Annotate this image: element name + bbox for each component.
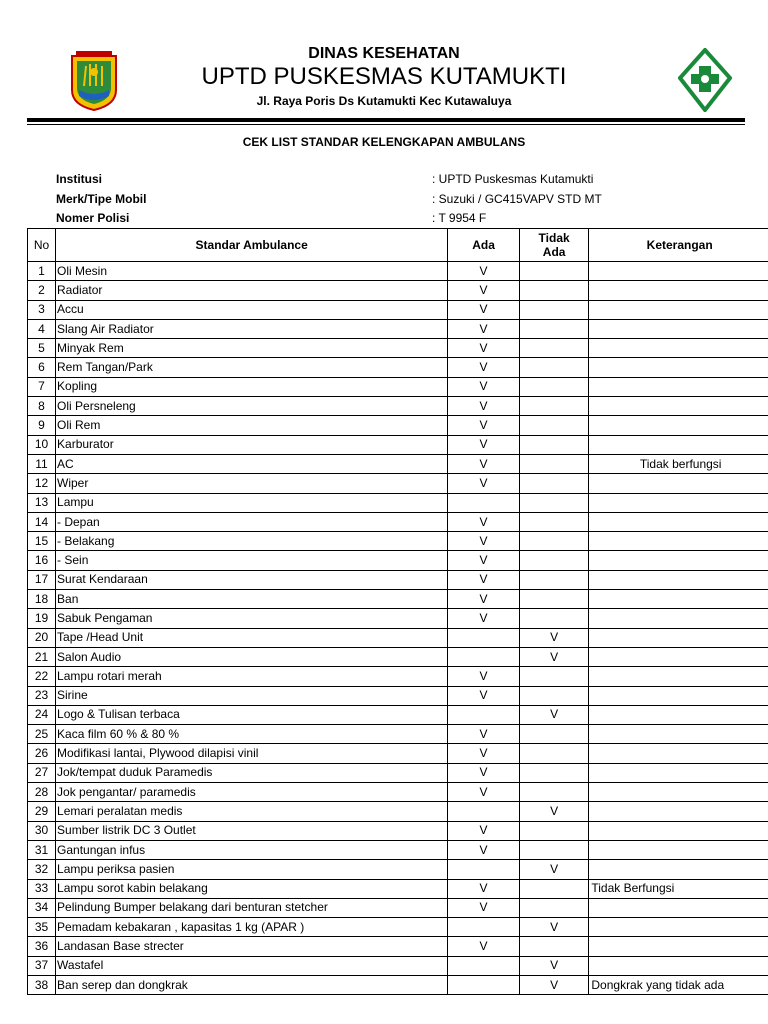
row-keterangan: [589, 686, 768, 705]
table-row: [28, 512, 768, 531]
row-tidak-ada-mark: [519, 281, 589, 300]
row-ada-mark: V: [448, 821, 520, 840]
table-row: [28, 705, 768, 724]
document-title: CEK LIST STANDAR KELENGKAPAN AMBULANS: [242, 135, 526, 149]
row-item: Salon Audio: [56, 647, 448, 666]
table-row: [28, 763, 768, 782]
row-ada-mark: V: [448, 358, 520, 377]
row-keterangan: [589, 647, 768, 666]
table-row: [28, 377, 768, 396]
row-number: 11: [28, 454, 56, 473]
table-row: [28, 802, 768, 821]
row-number: 14: [28, 512, 56, 531]
row-number: 16: [28, 551, 56, 570]
row-item: Wastafel: [56, 956, 448, 975]
row-number: 26: [28, 744, 56, 763]
row-tidak-ada-mark: [519, 493, 589, 512]
row-item: Rem Tangan/Park: [56, 358, 448, 377]
row-ada-mark: V: [448, 879, 520, 898]
row-ada-mark: [448, 860, 520, 879]
row-keterangan: [589, 821, 768, 840]
row-number: 7: [28, 377, 56, 396]
table-row: [28, 647, 768, 666]
table-row: [28, 454, 768, 473]
row-tidak-ada-mark: [519, 590, 589, 609]
row-item: Lampu: [56, 493, 448, 512]
row-number: 23: [28, 686, 56, 705]
table-row: [28, 281, 768, 300]
row-item: - Sein: [56, 551, 448, 570]
row-tidak-ada-mark: [519, 435, 589, 454]
table-row: [28, 821, 768, 840]
row-number: 10: [28, 435, 56, 454]
row-tidak-ada-mark: V: [519, 956, 589, 975]
row-item: Oli Rem: [56, 416, 448, 435]
row-tidak-ada-mark: [519, 686, 589, 705]
row-item: AC: [56, 454, 448, 473]
row-item: Landasan Base strecter: [56, 937, 448, 956]
row-keterangan: [589, 840, 768, 859]
col-header-no: No: [28, 229, 56, 262]
row-item: Sumber listrik DC 3 Outlet: [56, 821, 448, 840]
row-number: 15: [28, 532, 56, 551]
row-keterangan: [589, 590, 768, 609]
row-number: 30: [28, 821, 56, 840]
info-value-merk: : Suzuki / GC415VAPV STD MT: [432, 192, 602, 206]
row-keterangan: [589, 705, 768, 724]
row-tidak-ada-mark: [519, 300, 589, 319]
row-tidak-ada-mark: [519, 667, 589, 686]
row-keterangan: [589, 435, 768, 454]
row-item: Wiper: [56, 474, 448, 493]
row-tidak-ada-mark: [519, 416, 589, 435]
table-row: [28, 840, 768, 859]
row-tidak-ada-mark: [519, 898, 589, 917]
row-item: Sabuk Pengaman: [56, 609, 448, 628]
row-tidak-ada-mark: [519, 532, 589, 551]
table-row: [28, 416, 768, 435]
agency-name: DINAS KESEHATAN: [308, 45, 460, 62]
row-number: 3: [28, 300, 56, 319]
row-keterangan: [589, 628, 768, 647]
table-row: [28, 860, 768, 879]
row-ada-mark: [448, 802, 520, 821]
row-number: 36: [28, 937, 56, 956]
table-row: [28, 300, 768, 319]
row-keterangan: Tidak berfungsi: [589, 454, 768, 473]
table-row: [28, 339, 768, 358]
row-keterangan: [589, 860, 768, 879]
row-item: Logo & Tulisan terbaca: [56, 705, 448, 724]
row-tidak-ada-mark: [519, 763, 589, 782]
row-keterangan: [589, 744, 768, 763]
row-number: 25: [28, 725, 56, 744]
row-tidak-ada-mark: V: [519, 975, 589, 994]
row-item: - Depan: [56, 512, 448, 531]
info-label-nomer-polisi: Nomer Polisi: [56, 211, 130, 225]
row-ada-mark: V: [448, 898, 520, 917]
row-ada-mark: V: [448, 686, 520, 705]
row-number: 32: [28, 860, 56, 879]
row-tidak-ada-mark: [519, 512, 589, 531]
row-ada-mark: V: [448, 300, 520, 319]
info-value-institusi: : UPTD Puskesmas Kutamukti: [432, 172, 594, 186]
row-ada-mark: V: [448, 840, 520, 859]
row-number: 19: [28, 609, 56, 628]
row-keterangan: [589, 377, 768, 396]
row-tidak-ada-mark: V: [519, 647, 589, 666]
table-row: [28, 397, 768, 416]
row-keterangan: [589, 898, 768, 917]
row-item: Accu: [56, 300, 448, 319]
row-ada-mark: V: [448, 551, 520, 570]
row-ada-mark: V: [448, 512, 520, 531]
row-ada-mark: [448, 705, 520, 724]
table-row: [28, 570, 768, 589]
row-keterangan: [589, 532, 768, 551]
table-row: [28, 358, 768, 377]
row-item: Sirine: [56, 686, 448, 705]
row-keterangan: [589, 474, 768, 493]
row-number: 18: [28, 590, 56, 609]
row-item: Pemadam kebakaran , kapasitas 1 kg (APAR ): [56, 918, 448, 937]
table-row: [28, 744, 768, 763]
row-ada-mark: V: [448, 609, 520, 628]
row-tidak-ada-mark: [519, 474, 589, 493]
row-item: Oli Persneleng: [56, 397, 448, 416]
row-item: Karburator: [56, 435, 448, 454]
table-row: [28, 262, 768, 281]
row-tidak-ada-mark: [519, 377, 589, 396]
row-tidak-ada-mark: V: [519, 705, 589, 724]
table-row: [28, 956, 768, 975]
row-number: 29: [28, 802, 56, 821]
row-keterangan: [589, 319, 768, 338]
row-ada-mark: V: [448, 262, 520, 281]
row-tidak-ada-mark: V: [519, 860, 589, 879]
row-ada-mark: V: [448, 763, 520, 782]
row-item: Lampu periksa pasien: [56, 860, 448, 879]
row-item: Kaca film 60 % & 80 %: [56, 725, 448, 744]
row-ada-mark: [448, 918, 520, 937]
row-ada-mark: V: [448, 454, 520, 473]
row-keterangan: [589, 937, 768, 956]
row-tidak-ada-mark: [519, 725, 589, 744]
row-number: 24: [28, 705, 56, 724]
row-ada-mark: [448, 975, 520, 994]
row-ada-mark: V: [448, 416, 520, 435]
col-header-item: Standar Ambulance: [56, 229, 448, 262]
table-row: [28, 435, 768, 454]
row-keterangan: [589, 570, 768, 589]
row-tidak-ada-mark: [519, 879, 589, 898]
row-item: Tape /Head Unit: [56, 628, 448, 647]
table-row: [28, 474, 768, 493]
row-keterangan: [589, 262, 768, 281]
header-divider-thin: [27, 124, 745, 125]
row-ada-mark: [448, 493, 520, 512]
row-tidak-ada-mark: [519, 821, 589, 840]
row-item: Jok pengantar/ paramedis: [56, 783, 448, 802]
row-item: Jok/tempat duduk Paramedis: [56, 763, 448, 782]
row-keterangan: [589, 512, 768, 531]
table-row: [28, 725, 768, 744]
row-number: 2: [28, 281, 56, 300]
row-ada-mark: V: [448, 667, 520, 686]
row-ada-mark: V: [448, 783, 520, 802]
row-keterangan: [589, 397, 768, 416]
row-ada-mark: V: [448, 281, 520, 300]
row-item: Radiator: [56, 281, 448, 300]
row-keterangan: [589, 802, 768, 821]
row-ada-mark: [448, 647, 520, 666]
col-header-ada: Ada: [448, 229, 520, 262]
row-item: - Belakang: [56, 532, 448, 551]
table-row: [28, 667, 768, 686]
col-header-tidak-ada-line2: Ada: [542, 245, 566, 259]
row-keterangan: [589, 493, 768, 512]
row-number: 21: [28, 647, 56, 666]
row-tidak-ada-mark: [519, 551, 589, 570]
institution-address: Jl. Raya Poris Ds Kutamukti Kec Kutawaluya: [256, 94, 512, 108]
row-item: Kopling: [56, 377, 448, 396]
col-header-keterangan: Keterangan: [589, 229, 768, 262]
row-item: Lemari peralatan medis: [56, 802, 448, 821]
row-tidak-ada-mark: [519, 454, 589, 473]
row-number: 22: [28, 667, 56, 686]
row-keterangan: [589, 763, 768, 782]
row-ada-mark: V: [448, 435, 520, 454]
row-number: 8: [28, 397, 56, 416]
row-tidak-ada-mark: [519, 319, 589, 338]
table-row: [28, 918, 768, 937]
row-tidak-ada-mark: [519, 397, 589, 416]
row-number: 13: [28, 493, 56, 512]
row-ada-mark: V: [448, 590, 520, 609]
col-header-tidak-ada-line1: Tidak: [538, 231, 570, 245]
table-row: [28, 609, 768, 628]
table-row: [28, 898, 768, 917]
row-item: Gantungan infus: [56, 840, 448, 859]
row-number: 35: [28, 918, 56, 937]
row-number: 9: [28, 416, 56, 435]
row-item: Surat Kendaraan: [56, 570, 448, 589]
row-tidak-ada-mark: V: [519, 628, 589, 647]
row-number: 27: [28, 763, 56, 782]
row-keterangan: [589, 300, 768, 319]
row-tidak-ada-mark: [519, 339, 589, 358]
table-row: [28, 493, 768, 512]
table-row: [28, 937, 768, 956]
row-item: Modifikasi lantai, Plywood dilapisi vinil: [56, 744, 448, 763]
row-item: Oli Mesin: [56, 262, 448, 281]
row-keterangan: [589, 551, 768, 570]
row-tidak-ada-mark: [519, 840, 589, 859]
row-item: Ban serep dan dongkrak: [56, 975, 448, 994]
row-tidak-ada-mark: [519, 783, 589, 802]
row-tidak-ada-mark: [519, 937, 589, 956]
row-ada-mark: V: [448, 377, 520, 396]
row-ada-mark: V: [448, 937, 520, 956]
row-number: 20: [28, 628, 56, 647]
row-keterangan: [589, 358, 768, 377]
table-row: [28, 628, 768, 647]
info-label-merk: Merk/Tipe Mobil: [56, 192, 147, 206]
row-item: Lampu sorot kabin belakang: [56, 879, 448, 898]
table-header-row: [28, 229, 768, 262]
table-row: [28, 686, 768, 705]
col-header-tidak-ada: [519, 229, 589, 262]
row-ada-mark: V: [448, 725, 520, 744]
row-keterangan: Tidak Berfungsi: [589, 879, 768, 898]
row-item: Minyak Rem: [56, 339, 448, 358]
row-ada-mark: V: [448, 744, 520, 763]
row-keterangan: [589, 609, 768, 628]
row-ada-mark: V: [448, 532, 520, 551]
table-row: [28, 879, 768, 898]
info-value-nomer-polisi: : T 9954 F: [432, 211, 487, 225]
row-number: 4: [28, 319, 56, 338]
checklist-table: [27, 228, 768, 995]
header-divider-thick: [27, 118, 745, 122]
row-keterangan: Dongkrak yang tidak ada: [589, 975, 768, 994]
row-tidak-ada-mark: V: [519, 918, 589, 937]
table-row: [28, 590, 768, 609]
table-row: [28, 551, 768, 570]
info-label-institusi: Institusi: [56, 172, 103, 186]
row-ada-mark: V: [448, 339, 520, 358]
row-keterangan: [589, 339, 768, 358]
row-keterangan: [589, 725, 768, 744]
row-number: 31: [28, 840, 56, 859]
row-tidak-ada-mark: [519, 358, 589, 377]
row-number: 33: [28, 879, 56, 898]
row-keterangan: [589, 667, 768, 686]
row-keterangan: [589, 956, 768, 975]
table-row: [28, 532, 768, 551]
row-ada-mark: V: [448, 319, 520, 338]
row-item: Ban: [56, 590, 448, 609]
institution-name: UPTD PUSKESMAS KUTAMUKTI: [201, 63, 567, 90]
row-number: 5: [28, 339, 56, 358]
table-row: [28, 975, 768, 994]
row-number: 12: [28, 474, 56, 493]
row-tidak-ada-mark: V: [519, 802, 589, 821]
row-keterangan: [589, 281, 768, 300]
row-number: 34: [28, 898, 56, 917]
row-ada-mark: V: [448, 474, 520, 493]
row-number: 17: [28, 570, 56, 589]
row-keterangan: [589, 918, 768, 937]
row-item: Lampu rotari merah: [56, 667, 448, 686]
row-item: Pelindung Bumper belakang dari benturan stetcher: [56, 898, 448, 917]
row-number: 38: [28, 975, 56, 994]
table-row: [28, 319, 768, 338]
row-number: 6: [28, 358, 56, 377]
row-ada-mark: [448, 956, 520, 975]
row-tidak-ada-mark: [519, 262, 589, 281]
row-number: 37: [28, 956, 56, 975]
row-keterangan: [589, 416, 768, 435]
row-tidak-ada-mark: [519, 609, 589, 628]
row-ada-mark: [448, 628, 520, 647]
row-keterangan: [589, 783, 768, 802]
table-row: [28, 783, 768, 802]
row-tidak-ada-mark: [519, 570, 589, 589]
row-number: 28: [28, 783, 56, 802]
row-number: 1: [28, 262, 56, 281]
row-tidak-ada-mark: [519, 744, 589, 763]
row-ada-mark: V: [448, 570, 520, 589]
row-ada-mark: V: [448, 397, 520, 416]
row-item: Slang Air Radiator: [56, 319, 448, 338]
